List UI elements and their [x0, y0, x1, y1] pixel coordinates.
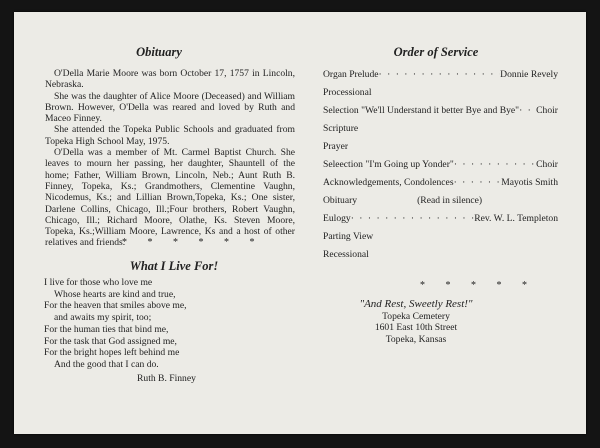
dot-leader — [454, 159, 536, 170]
separator-stars: * * * * * * — [122, 237, 264, 248]
obituary-paragraph: O'Della was a member of Mt. Carmel Baptist Church. She leaves to mourn her passing, her daughter, Shauntell of the home; Father, William Brown, Lincoln, Neb.; Aunt Ruth B. Finney, Topeka, Ks.; Grandmothers, Clementine Vaughn, Nicodemus, Ks.; and Lillian Brown,Topeka, Ks.; One sister, Darlene Collins, Chicago, Ill.;Four brothers, Robert Vaughn, Chicago, Ill.; Richard Moore, Olathe, Ks. Steven Moore, Topeka, Ks.;William Moore, Lawrence, Ks and a host of other relatives and friends. — [45, 147, 295, 249]
service-item — [323, 213, 558, 224]
service-label: Parting View — [323, 231, 374, 242]
dot-leader — [379, 69, 501, 80]
poem-author: Ruth B. Finney — [137, 373, 196, 384]
poem-line: I live for those who love me — [44, 277, 153, 288]
service-value: Mayotis Smith — [501, 177, 558, 188]
poem-line: and awaits my spirit, too; — [54, 312, 152, 324]
obituary-paragraph: She was the daughter of Alice Moore (Deceased) and William Brown. However, O'Della was reared and loved by Ruth and Maceo Finney. — [45, 90, 295, 125]
service-value: Choir — [536, 159, 558, 170]
separator-stars: * * * * * — [420, 280, 536, 291]
service-item — [323, 69, 558, 80]
program-sheet — [14, 12, 586, 434]
poem-line: For the human ties that bind me, — [44, 323, 169, 335]
obituary-paragraph: O'Della Marie Moore was born October 17, 1757 in Lincoln, Nebraska. — [45, 68, 295, 91]
poem-line: Whose hearts are kind and true, — [54, 288, 176, 300]
cemetery-address: 1601 East 10th Street — [374, 322, 458, 333]
service-value: Choir — [536, 105, 558, 116]
poem-line: And the good that I can do. — [54, 358, 159, 370]
obituary-paragraph: She attended the Topeka Public Schools and graduated from Topeka High School May, 1975. — [45, 124, 295, 147]
service-label: Prayer — [323, 141, 349, 152]
service-label: Obituary — [323, 195, 358, 206]
service-label: Acknowledgements, Condolences — [323, 177, 454, 188]
service-item — [323, 249, 558, 260]
service-item — [323, 159, 558, 170]
service-item — [323, 177, 558, 188]
obituary-heading: Obituary — [136, 45, 182, 59]
service-item — [323, 105, 558, 116]
service-label: Organ Prelude — [323, 69, 379, 80]
service-label: Selection "We'll Understand it better Bye and Bye" — [323, 105, 520, 116]
poem — [44, 277, 187, 371]
poem-title: What I Live For! — [129, 259, 219, 273]
cemetery-city: Topeka, Kansas — [385, 333, 447, 345]
closing-motto: "And Rest, Sweetly Rest!" — [359, 298, 473, 310]
service-value: Donnie Revely — [500, 69, 558, 80]
service-label: Processional — [323, 87, 372, 98]
service-item — [323, 195, 558, 206]
order-of-service-heading: Order of Service — [393, 45, 479, 59]
service-item — [323, 87, 558, 98]
poem-line: For the task that God assigned me, — [44, 335, 177, 347]
obituary-text — [45, 68, 295, 249]
poem-line: For the heaven that smiles above me, — [44, 300, 187, 312]
service-item — [323, 141, 558, 152]
service-label: Seleection "I'm Going up Yonder" — [323, 159, 454, 170]
service-label: Recessional — [323, 249, 369, 260]
dot-leader — [351, 213, 474, 224]
dot-leader — [454, 177, 502, 188]
closing-block — [310, 299, 522, 345]
service-item — [323, 123, 558, 134]
service-value: (Read in silence) — [417, 195, 483, 206]
cemetery-name: Topeka Cemetery — [382, 310, 450, 322]
service-label: Scripture — [323, 123, 359, 134]
service-item — [323, 231, 558, 242]
service-label: Eulogy — [323, 213, 351, 224]
poem-line: For the bright hopes left behind me — [44, 347, 180, 359]
dot-leader — [519, 105, 536, 116]
service-value: Rev. W. L. Templeton — [474, 213, 558, 224]
